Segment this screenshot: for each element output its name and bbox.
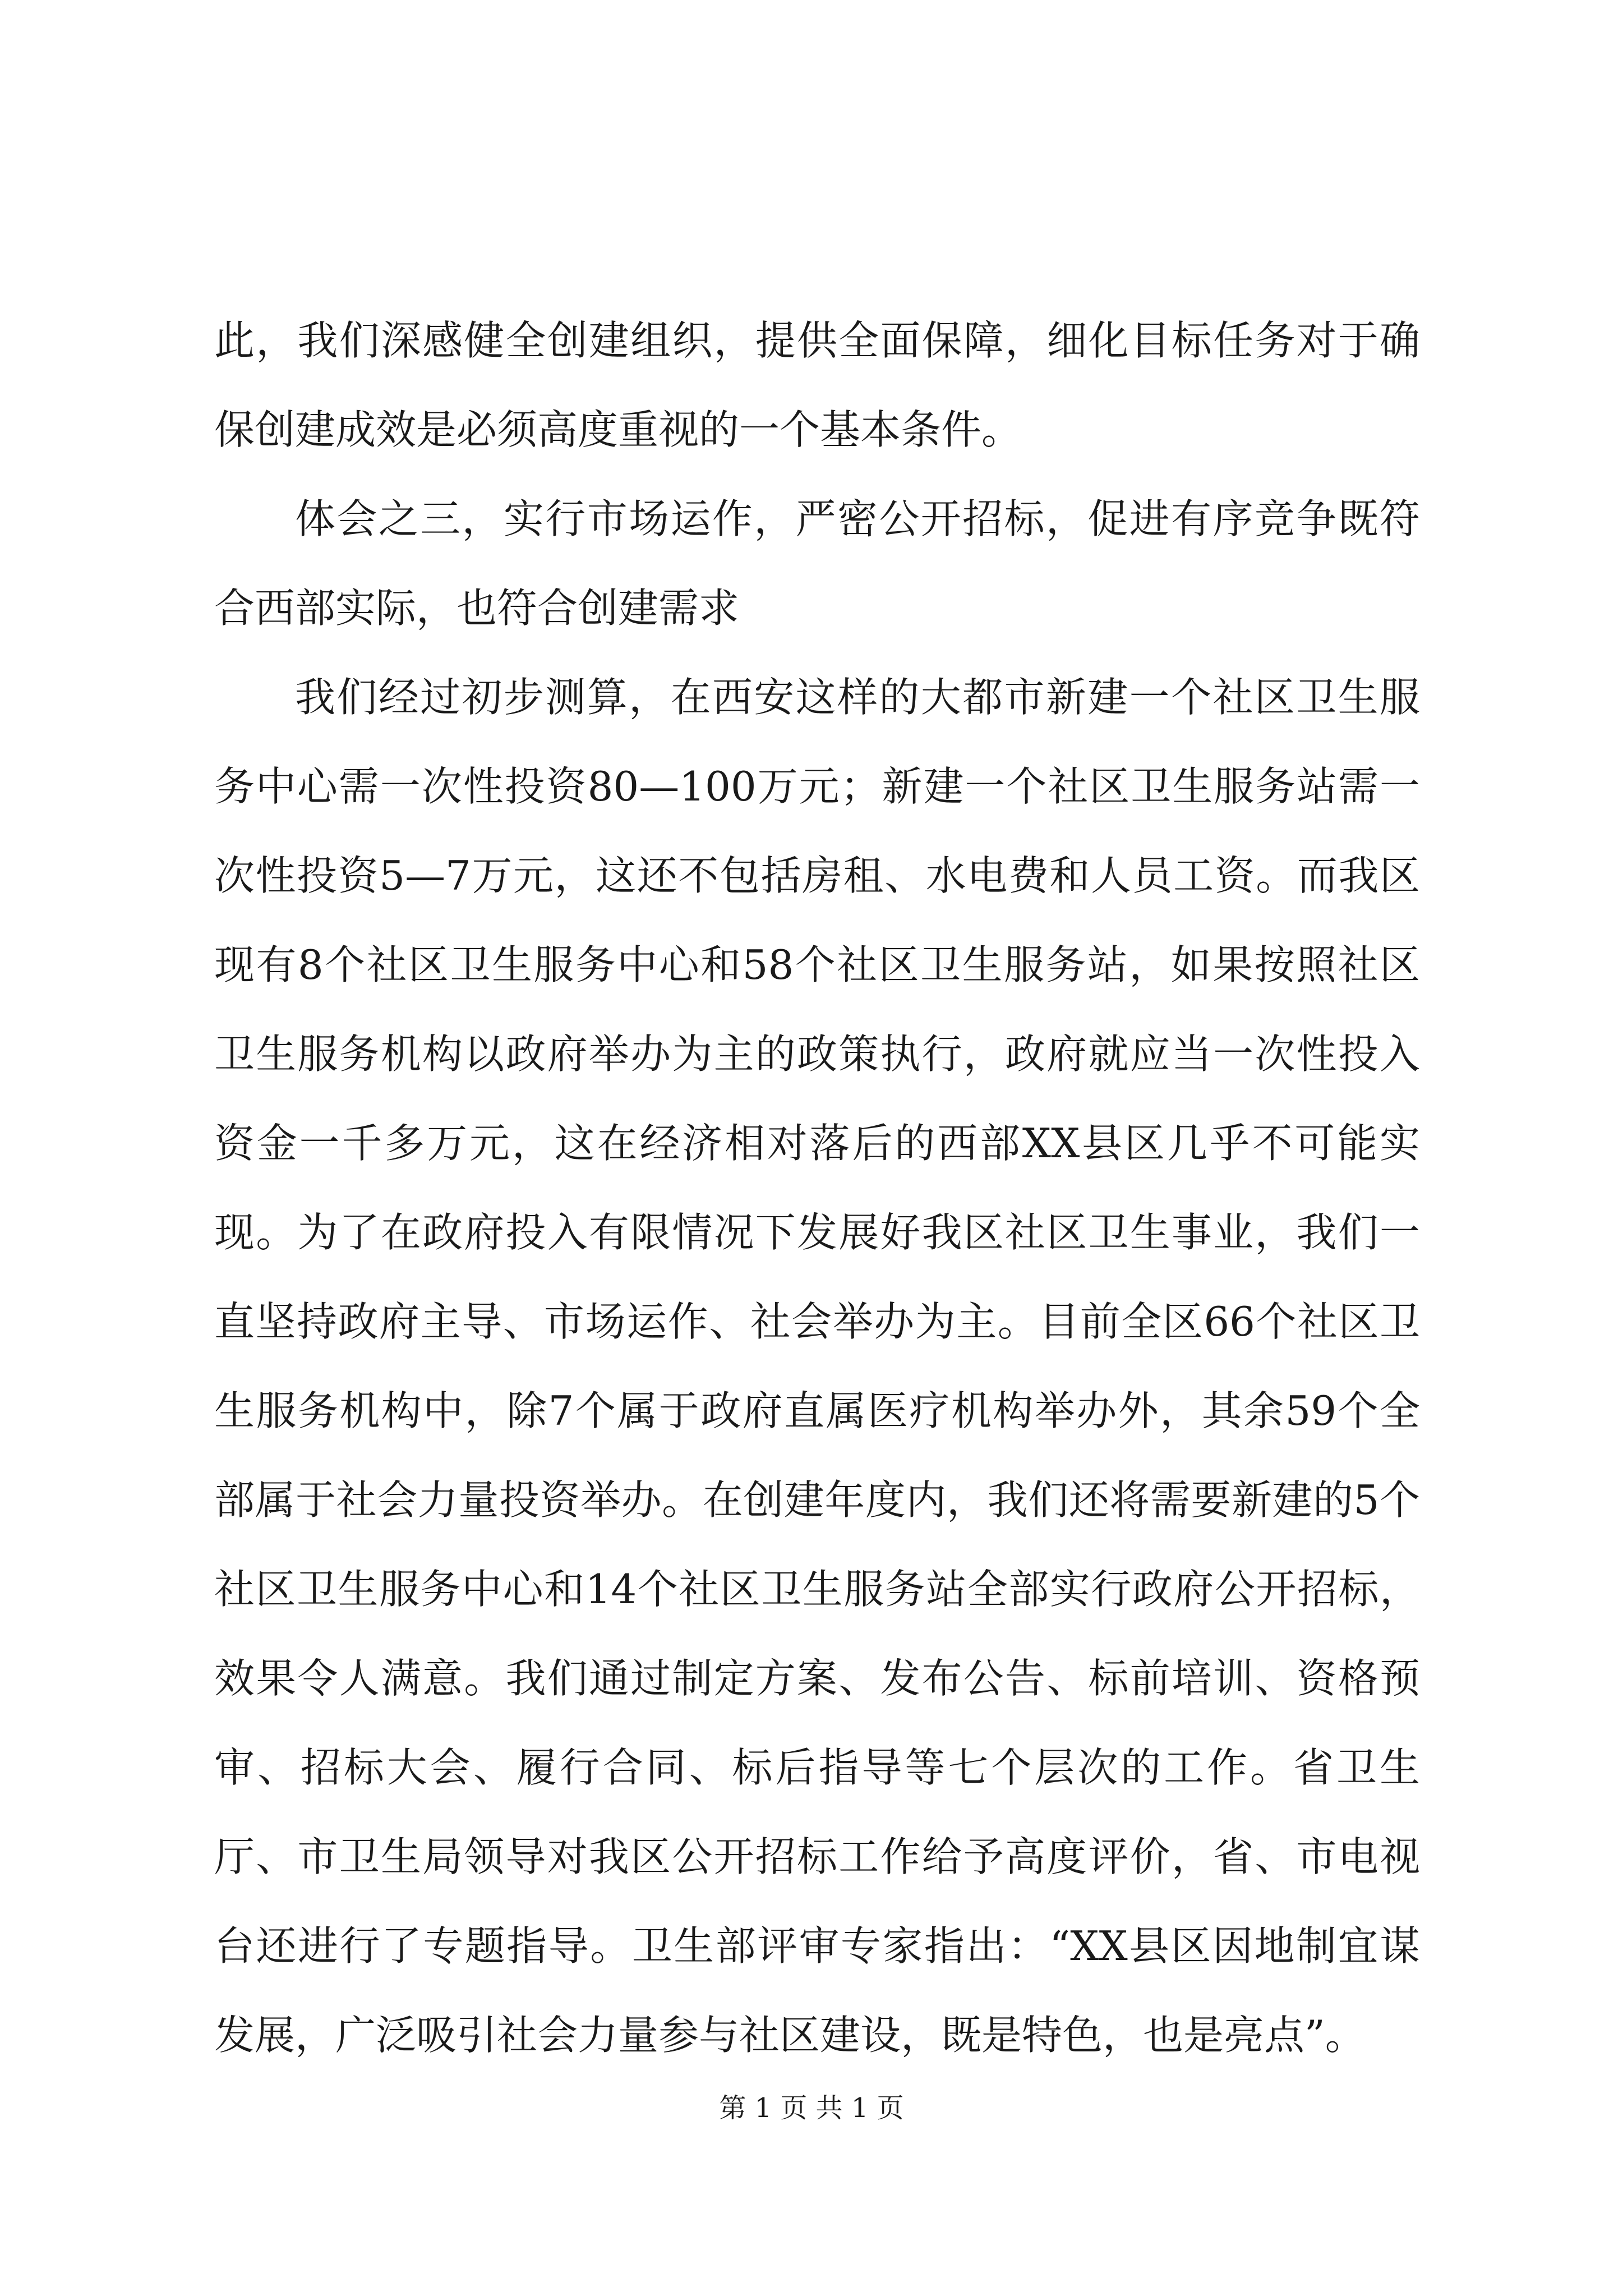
paragraph-continuation: 此，我们深感健全创建组织，提供全面保障，细化目标任务对于确保创建成效是必须高度重视的一个基本条件。: [214, 317, 1420, 453]
section-heading: 体会之三，实行市场运作，严密公开招标，促进有序竞争既符合西部实际，也符合创建需求: [214, 495, 1420, 632]
page-number-footer: 第 1 页 共 1 页: [719, 2092, 904, 2124]
document-body: [214, 296, 1420, 2080]
paragraph-body: 我们经过初步测算，在西安这样的大都市新建一个社区卫生服务中心需一次性投资80—100万元；新建一个社区卫生服务站需一次性投资5—7万元，这还不包括房租、水电费和人员工资。而我区现有8个社区卫生服务中心和58个社区卫生服务站，如果按照社区卫生服务机构以政府举办为主的政策执行，政府就应当一次性投入资金一千多万元，这在经济相对落后的西部XX县区几乎不可能实现。为了在政府投入有限情况下发展好我区社区卫生事业，我们一直坚持政府主导、市场运作、社会举办为主。目前全区66个社区卫生服务机构中，除7个属于政府直属医疗机构举办外，其余59个全部属于社会力量投资举办。在创建年度内，我们还将需要新建的5个社区卫生服务中心和14个社区卫生服务站全部实行政府公开招标，效果令人满意。我们通过制定方案、发布公告、标前培训、资格预审、招标大会、履行合同、标后指导等七个层次的工作。省卫生厅、市卫生局领导对我区公开招标工作给予高度评价，省、市电视台还进行了专题指导。卫生部评审专家指出：“XX县区因地制宜谋发展，广泛吸引社会力量参与社区建设，既是特色，也是亮点”。: [214, 674, 1420, 2059]
